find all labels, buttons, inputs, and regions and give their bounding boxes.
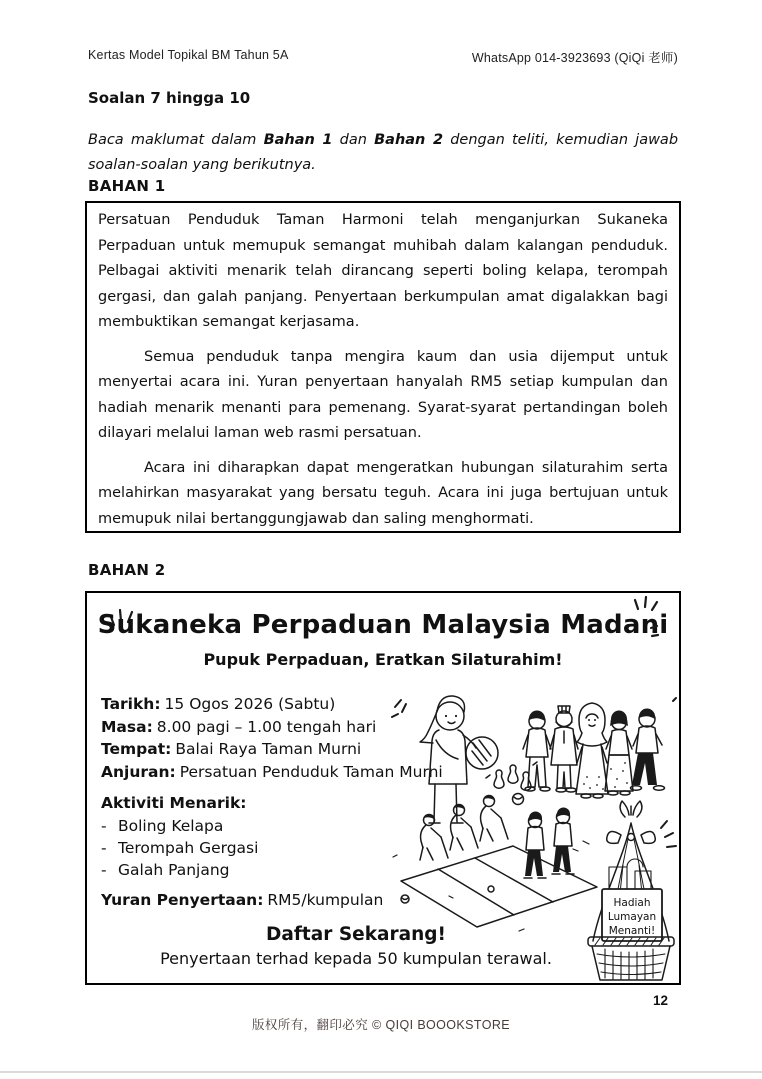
- instruction-segment: Baca maklumat dalam: [88, 131, 264, 148]
- fee-value: RM5/kumpulan: [267, 890, 384, 909]
- smiley-ball: [513, 794, 524, 805]
- poster-title: Sukaneka Perpaduan Malaysia Madani: [97, 610, 669, 640]
- coconut-bowler-figure: [392, 696, 498, 823]
- activity-label: Galah Panjang: [118, 860, 230, 879]
- instruction-text: [88, 128, 683, 178]
- fee-label: Yuran Penyertaan:: [101, 890, 264, 909]
- bahan1-paragraph: Semua penduduk tanpa mengira kaum dan usia dijemput untuk menyertai acara ini. Yuran penyertaan hanyalah RM5 setiap kumpulan dan hadiah menarik menanti para pemenang. Syarat-syarat pertandingan boleh dilayari melalui laman web rasmi persatuan.: [98, 348, 668, 441]
- header-left-text: Kertas Model Topikal BM Tahun 5A: [88, 48, 289, 62]
- cta-block: [95, 924, 617, 968]
- bahan1-text-box: [85, 201, 681, 533]
- detail-label: Anjuran:: [101, 762, 176, 781]
- detail-value: Balai Raya Taman Murni: [175, 740, 362, 758]
- activity-label: Boling Kelapa: [118, 816, 224, 835]
- bahan1-paragraph: Acara ini diharapkan dapat mengeratkan hubungan silaturahim serta melahirkan masyarakat yang bersatu teguh. Acara ini juga bertujuan untuk memupuk nilai bertanggungjawab dan saling menghormati.: [98, 459, 668, 527]
- bullet-dash: -: [101, 816, 107, 835]
- activity-label: Terompah Gergasi: [118, 838, 259, 857]
- bullet-dash: -: [101, 838, 107, 857]
- basket-sign-line: Hadiah: [613, 897, 651, 909]
- question-range-title: Soalan 7 hingga 10: [88, 89, 251, 107]
- detail-label: Tarikh:: [101, 695, 161, 713]
- crowd-figures: [523, 698, 676, 798]
- activities-heading: Aktiviti Menarik:: [101, 794, 247, 812]
- bahan2-label: BAHAN 2: [88, 561, 166, 579]
- basket-sign-line: Menanti!: [608, 925, 656, 937]
- page-number: 12: [652, 993, 668, 1008]
- bahan1-label: BAHAN 1: [88, 177, 166, 195]
- detail-value: 15 Ogos 2026 (Sabtu): [164, 695, 336, 713]
- detail-label: Tempat:: [101, 740, 172, 758]
- bahan2-poster-box: [85, 591, 681, 985]
- detail-value: 8.00 pagi – 1.00 tengah hari: [156, 717, 377, 736]
- instruction-segment: dan: [332, 131, 375, 148]
- sparkle-right-icon: [631, 595, 661, 639]
- bahan2-ref: Bahan 2: [374, 131, 444, 148]
- bahan1-paragraph: Persatuan Penduduk Taman Harmoni telah menganjurkan Sukaneka Perpaduan untuk memupuk semangat muhibah dalam kalangan penduduk. Pelbagai aktiviti menarik telah dirancang seperti boling kelapa, terompah gergasi, dan galah panjang. Penyertaan berkumpulan amat digalakkan bagi membuktikan semangat kerjasama.: [98, 212, 668, 330]
- page-bottom-edge: [0, 1071, 762, 1073]
- bullet-dash: -: [101, 860, 107, 879]
- cta-note: Penyertaan terhad kepada 50 kumpulan terawal.: [160, 949, 552, 968]
- court-game-figures: [393, 795, 597, 931]
- bahan1-ref: Bahan 1: [263, 131, 333, 148]
- basket-sign-line: Lumayan: [607, 911, 657, 923]
- cta-text: Daftar Sekarang!: [266, 924, 446, 945]
- detail-value: Persatuan Penduduk Taman Murni: [179, 762, 443, 781]
- instruction-segment: dengan teliti, kemudian jawab soalan-soalan yang berikutnya.: [88, 131, 683, 173]
- detail-label: Masa:: [101, 717, 153, 736]
- copyright-line: 版权所有，翻印必究 © QIQI BOOOKSTORE: [252, 1018, 510, 1032]
- header-right-text: WhatsApp 014-3923693 (QiQi 老师): [471, 51, 678, 65]
- poster-subtitle: Pupuk Perpaduan, Eratkan Silaturahim!: [203, 650, 563, 669]
